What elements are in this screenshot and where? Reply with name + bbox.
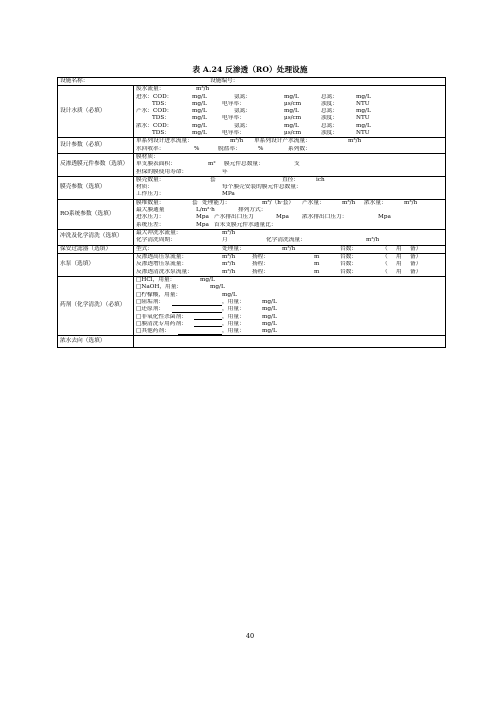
field-text: m³/h [282,245,296,252]
form-line [136,101,443,108]
field-text: 备） [410,268,422,275]
facility-name-field[interactable]: 设施名称： [60,78,89,84]
field-text: 产水：COD： [136,108,173,115]
field-text: m³/h [348,138,362,145]
field-text: （ [382,268,388,275]
form-line [136,261,443,268]
field-text: mg/L [192,122,207,129]
field-text: mg/L [284,108,299,115]
field-text: 台数： [340,268,358,275]
field-text: 备） [410,261,422,268]
field-text: 用 [396,254,402,261]
water-quality-row [58,86,446,138]
field-text: mg/L [356,93,371,100]
chem-label: 药剂（化学清洗）（必填） [58,277,134,336]
field-text: 膜材质： [136,153,159,160]
concentrate-label: 浓水去向（选填） [58,336,134,348]
field-text: mg/L [192,130,207,137]
field-text: □还原剂： [136,306,165,313]
field-text: 扬程： [252,268,270,275]
form-line [60,78,443,85]
chem-row [58,277,446,336]
field-text: 套 [210,176,216,183]
flush-fields[interactable] [134,229,446,245]
field-text: mg/L [192,93,207,100]
field-text: ，用量： [222,306,245,313]
field-text: mg/L [192,115,207,122]
form-line [136,115,443,122]
shell-fields[interactable] [134,176,446,199]
field-text: □非氧化性杀菌剂： [136,313,187,320]
field-text: TDS： [152,100,170,107]
form-line [136,328,443,335]
form-line [136,177,443,184]
chem-fields[interactable] [134,277,446,336]
concentrate-row [58,336,446,348]
field-text: 系统压差： [136,221,165,228]
membrane-label: 反渗透膜元件参数（选填） [58,153,134,176]
form-line [136,94,443,101]
field-text: mg/L [192,108,207,115]
field-text: 化学清洗周期： [136,237,176,244]
field-text: 进水：COD： [136,93,173,100]
field-text: m³/h [230,138,244,145]
filter-row [58,245,446,254]
form-line [136,292,443,299]
field-text: 系列数： [288,145,311,152]
field-text: 套 [192,199,198,206]
field-text: MPa [222,191,235,198]
field-text: mg/L [200,277,215,284]
pumps-fields[interactable] [134,254,446,277]
form-line [136,154,443,161]
design-params-fields[interactable] [134,138,446,154]
field-text: % [258,145,264,152]
field-text: □其他药剂： [136,328,170,335]
field-text: % [194,145,200,152]
form-line [136,306,443,313]
field-text: 年 [222,168,228,175]
field-text: 氨氮： [234,108,252,115]
design-params-row [58,138,446,154]
field-text: 处理量： [222,245,245,252]
field-text: 工作压力： [136,191,165,198]
field-text: 化学清洗流量： [266,237,306,244]
field-text: Mpa [196,221,209,228]
field-text: mg/L [222,291,237,298]
field-text: 首末支膜元件水通量比： [214,221,277,228]
field-text: 进水压力： [136,214,165,221]
field-text: 用 [396,245,402,252]
field-text: mg/L [262,306,277,313]
field-text: NTU [356,130,370,137]
form-line [136,207,443,214]
field-text: 产水排出口压力 [214,214,254,221]
field-text: mg/L [262,328,277,335]
field-text: TDS： [152,115,170,122]
water-quality-fields[interactable] [134,86,446,138]
field-text: 总氮： [321,93,339,100]
form-line [136,146,443,153]
field-text: m [314,261,320,268]
field-text: mg/L [262,320,277,327]
field-text: 扬程： [252,254,270,261]
field-text: 扬程： [252,261,270,268]
field-text: m³/h [404,199,418,206]
field-text: □NaOH，用量： [136,284,183,291]
blank-line [172,300,222,306]
form-line [136,299,443,306]
form-line [136,130,443,137]
field-text: μs/cm [284,100,302,107]
facility-id-field[interactable]: 设施编号： [210,78,239,84]
field-text: 排列方式： [238,207,267,214]
ro-facility-form [57,77,446,348]
form-line [136,230,443,237]
field-text: m [314,254,320,261]
field-text: 台数： [340,261,358,268]
field-text: 单系列设计进水流量： [136,138,193,145]
field-text: 单支膜表面积： [136,161,176,168]
ro-system-fields[interactable] [134,199,446,229]
field-text: 浓水排出口压力： [302,214,348,221]
field-text: 反渗透高压泵流量： [136,254,188,261]
design-params-label: 设计参数（必填） [58,138,134,154]
field-text: m³/h [222,261,236,268]
ro-system-row [58,199,446,229]
field-text: （ [382,245,388,252]
form-line [136,108,443,115]
field-text: ich [316,176,325,183]
field-text: 水回收率： [136,145,165,152]
shell-label: 膜壳参数（选填） [58,176,134,199]
field-text: 直径： [282,176,300,183]
membrane-fields[interactable] [134,153,446,176]
water-quality-label: 设计水质（必填） [58,86,134,138]
field-text: ，用量： [222,328,245,335]
filter-label: 保安过滤器（选填） [58,245,134,254]
flush-row [58,229,446,245]
blank-line [178,200,192,207]
field-text: □HCl，用量： [136,277,176,284]
field-text: 台数： [340,245,358,252]
field-text: 浊度： [321,100,339,107]
form-line [136,191,443,198]
field-text: NTU [356,100,370,107]
field-text: L/m²·h [196,207,215,214]
field-text: □膜清洗专用药剂： [136,320,187,327]
pumps-label: 水泵（选填） [58,254,134,277]
flush-label: 冲洗及化学清洗（选填） [58,229,134,245]
field-text: Mpa [276,214,289,221]
field-text: ，用量： [222,313,245,320]
form-line [136,246,443,253]
membrane-row [58,153,446,176]
page-number: 40 [245,632,255,640]
form-line [136,184,443,191]
field-text: 脱盐率： [218,145,241,152]
form-line [136,314,443,321]
form-line [136,277,443,284]
field-text: m³/h [222,254,236,261]
field-text: 浊度： [321,130,339,137]
field-text: 电导率： [222,100,245,107]
field-text: 氨氮： [234,122,252,129]
field-text: m³/h [342,199,356,206]
field-text: μs/cm [284,130,302,137]
field-text: 反渗透增压泵流量： [136,261,188,268]
field-text: mg/L [210,284,225,291]
field-text: m³/h [196,86,210,93]
form-line [136,321,443,328]
field-text: □阻垢剂： [136,298,165,305]
field-text: 支 [294,161,300,168]
field-text: ，用量： [222,320,245,327]
field-text: mg/L [356,122,371,129]
form-line [136,269,443,276]
field-text: m³/h [222,229,236,236]
field-text: 月 [222,237,228,244]
field-text: mg/L [284,93,299,100]
field-text: 担保的膜使用寿命： [136,168,188,175]
form-line [136,138,443,145]
field-text: （ [382,254,388,261]
concentrate-field[interactable] [134,336,446,348]
blank-line [194,314,222,320]
field-text: 每个膜壳安装的膜元件总数量： [222,184,302,191]
field-text: m² [208,161,216,168]
form-line [136,161,443,168]
field-text: 浊度： [321,115,339,122]
field-text: Mpa [196,214,209,221]
field-text: □柠檬酸，用量： [136,291,182,298]
form-line [136,222,443,229]
field-text: （ [382,261,388,268]
field-text: 备） [410,245,422,252]
field-text: 用 [396,268,402,275]
field-text: m³/（h·套） [262,199,295,206]
field-text: 膜元件总数量： [224,161,264,168]
field-text: NTU [356,115,370,122]
blank-line [172,307,222,313]
field-text: 备） [410,254,422,261]
form-line [136,169,443,176]
field-text: mg/L [356,108,371,115]
field-text: 台数： [340,254,358,261]
field-text: 型式： [136,245,154,252]
form-line [136,254,443,261]
field-text: ，用量： [222,298,245,305]
filter-fields[interactable] [134,245,446,254]
ro-system-label: RO系统参数（选填） [58,199,134,229]
field-text: mg/L [262,298,277,305]
table-title: 表 A.24 反渗透（RO）处理设施 [192,65,308,74]
field-text: 反渗透清洗水泵流量： [136,268,193,275]
field-text: mg/L [262,313,277,320]
field-text: m [314,268,320,275]
field-text: 总氮： [321,108,339,115]
field-text: 氨氮： [234,93,252,100]
field-text: 浓水量： [364,199,387,206]
form-line [136,86,443,93]
shell-row [58,176,446,199]
field-text: mg/L [192,100,207,107]
header-row [58,78,446,86]
blank-line [178,329,222,335]
field-text: TDS： [152,130,170,137]
field-text: 废水流量： [136,86,165,93]
form-line [136,284,443,291]
field-text: mg/L [284,122,299,129]
field-text: 电导率： [222,115,245,122]
field-text: 总氮： [321,122,339,129]
form-line [136,200,443,207]
field-text: 电导率： [222,130,245,137]
field-text: 单系列设计产水流量： [254,138,311,145]
blank-line [194,321,222,327]
form-line [136,123,443,130]
field-text: 用 [396,261,402,268]
field-text: Mpa [378,214,391,221]
field-text: 膜壳数量： [136,176,165,183]
field-text: 最大冲洗水流量： [136,229,182,236]
field-text: 处理能力： [202,199,231,206]
field-text: μs/cm [284,115,302,122]
form-line [136,214,443,221]
field-text: 最大膜通量 [136,207,165,214]
pumps-row [58,254,446,277]
field-text: 材质： [136,184,154,191]
field-text: m³/h [366,237,380,244]
field-text: 膜堆数量： [136,199,165,206]
field-text: m³/h [222,268,236,275]
form-line [136,237,443,244]
field-text: 产水量： [302,199,325,206]
field-text: 浓水：COD： [136,122,173,129]
